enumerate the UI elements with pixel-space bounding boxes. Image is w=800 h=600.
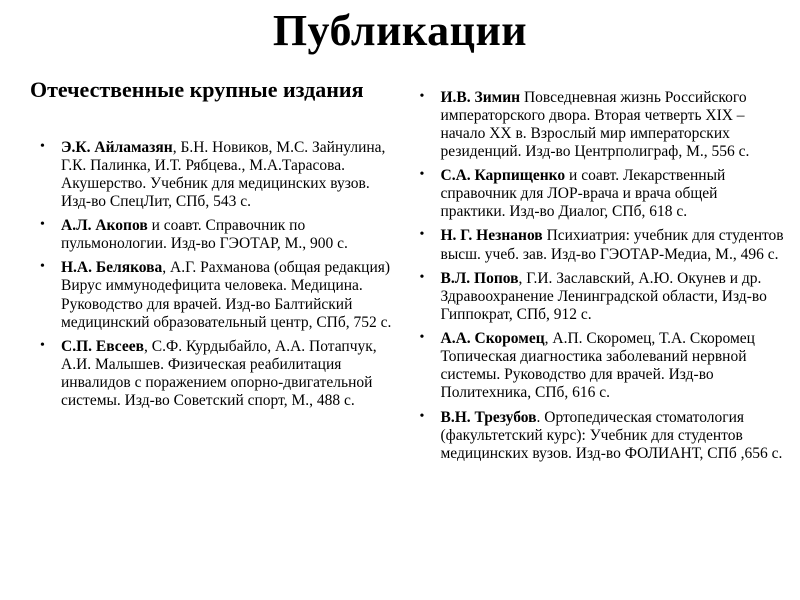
publication-author: Н.А. Белякова bbox=[61, 259, 163, 277]
list-item bbox=[420, 330, 786, 403]
publication-entry bbox=[441, 270, 786, 324]
publication-details: , А.Г. Рахманова (общая редакция) Вирус иммунодефицита человека. Медицина. Руководство для врачей. Изд-во Балтийский медицинский образовательный центр, СПб, 752 с. bbox=[61, 259, 392, 331]
publication-details: и соавт. Лекарственный справочник для ЛОР-врача и врача общей практики. Изд-во Диалог, СПб, 618 с. bbox=[440, 167, 726, 221]
publication-entry bbox=[441, 409, 786, 463]
bullet-icon: • bbox=[40, 337, 45, 353]
bullet-icon: • bbox=[419, 330, 425, 346]
publication-entry bbox=[441, 330, 786, 403]
left-publication-list bbox=[30, 139, 396, 411]
publication-details: . Ортопедическая стоматология (факультетский курс): Учебник для студентов медицинских вузов. Изд-во ФОЛИАНТ, СПб ,656 с. bbox=[440, 408, 783, 462]
publication-details: Повседневная жизнь Российского императорского двора. Вторая четверть XIX – начало XX в. Взрослый мир императорских резиденций. Изд-во Центрполиграф, М., 556 с. bbox=[440, 88, 750, 160]
slide-title: Публикации bbox=[272, 6, 528, 55]
right-column bbox=[420, 77, 786, 469]
list-item bbox=[420, 227, 786, 263]
publication-entry bbox=[61, 338, 396, 411]
publication-entry bbox=[61, 139, 396, 212]
publication-author: С.А. Карпищенко bbox=[440, 167, 566, 185]
bullet-icon: • bbox=[419, 227, 425, 243]
bullet-icon: • bbox=[419, 269, 425, 285]
bullet-icon: • bbox=[40, 259, 45, 275]
right-publication-list bbox=[420, 89, 786, 463]
publication-details: , Б.Н. Новиков, М.С. Зайнулина, Г.К. Палинка, И.Т. Рябцева., М.А.Тарасова. Акушерство. Учебник для медицинских вузов. Изд-во СпецЛит, СПб, 543 с. bbox=[61, 138, 386, 210]
bullet-icon: • bbox=[419, 167, 425, 183]
publication-author: Э.К. Айламазян bbox=[61, 138, 173, 156]
publication-author: Н. Г. Незнанов bbox=[440, 227, 543, 245]
publication-details: , А.П. Скоромец, Т.А. Скоромец Топическая диагностика заболеваний нервной системы. Руководство для врачей. Изд-во Политехника, СПб, 616 с. bbox=[440, 330, 755, 402]
publication-entry bbox=[61, 259, 396, 332]
publication-author: С.П. Евсеев bbox=[61, 337, 144, 355]
publication-author: В.Л. Попов bbox=[440, 269, 519, 287]
publication-author: И.В. Зимин bbox=[440, 88, 521, 106]
publication-details: Психиатрия: учебник для студентов высш. учеб. зав. Изд-во ГЭОТАР-Медиа, М., 496 с. bbox=[440, 227, 784, 263]
list-item bbox=[420, 270, 786, 324]
list-item bbox=[40, 338, 396, 411]
bullet-icon: • bbox=[40, 217, 45, 233]
bullet-icon: • bbox=[419, 88, 425, 104]
left-column bbox=[30, 77, 396, 469]
list-item bbox=[420, 409, 786, 463]
publication-entry bbox=[61, 217, 396, 253]
list-item bbox=[40, 217, 396, 253]
publication-details: и соавт. Справочник по пульмонологии. Изд-во ГЭОТАР, М., 900 с. bbox=[61, 217, 348, 253]
publication-entry bbox=[441, 89, 786, 162]
bullet-icon: • bbox=[419, 408, 425, 424]
publication-entry bbox=[441, 227, 786, 263]
publication-author: А.А. Скоромец bbox=[440, 330, 545, 348]
publication-entry bbox=[441, 167, 786, 221]
list-item bbox=[420, 167, 786, 221]
list-item bbox=[40, 259, 396, 332]
list-item bbox=[40, 139, 396, 212]
publication-details: , С.Ф. Курдыбайло, А.А. Потапчук, А.И. Малышев. Физическая реабилитация инвалидов с поражением опорно-двигательной системы. Изд-во Советский спорт, М., 488 с. bbox=[61, 337, 377, 410]
publication-details: , Г.И. Заславский, А.Ю. Окунев и др. Здравоохранение Ленинградской области, Изд-во Гиппократ, СПб, 912 с. bbox=[440, 269, 767, 323]
bullet-icon: • bbox=[40, 138, 45, 154]
publication-author: В.Н. Трезубов bbox=[440, 408, 537, 426]
list-item bbox=[420, 89, 786, 162]
publication-author: А.Л. Акопов bbox=[61, 217, 148, 235]
left-column-heading: Отечественные крупные издания bbox=[30, 76, 364, 102]
content-columns bbox=[0, 57, 800, 469]
